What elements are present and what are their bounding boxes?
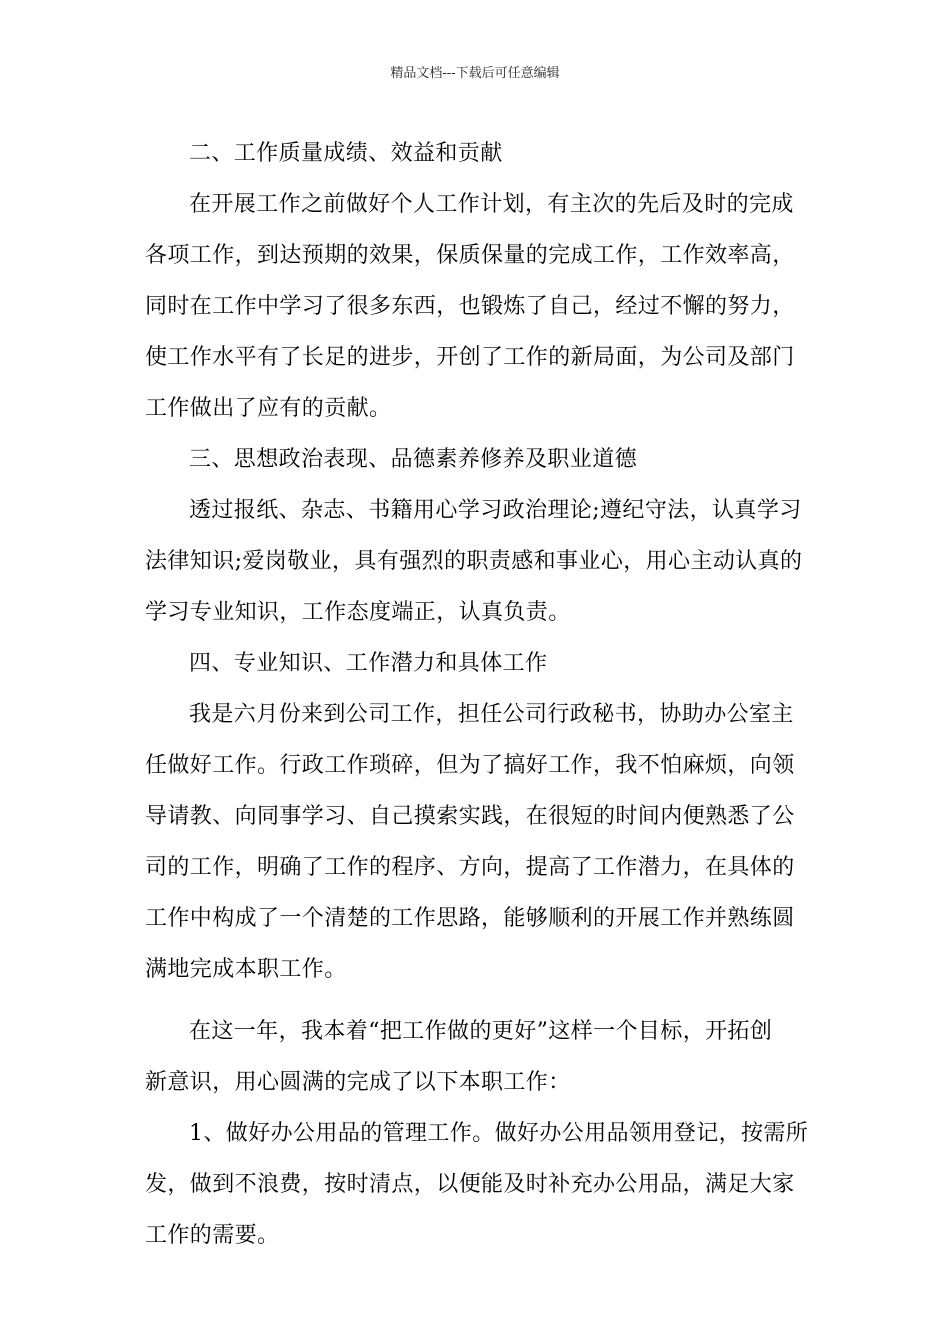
paragraph-line: 我是六月份来到公司工作，担任公司行政秘书，协助办公室主 bbox=[189, 702, 794, 727]
paragraph-line: 新意识，用心圆满的完成了以下本职工作： bbox=[145, 1070, 571, 1095]
paragraph-line: 学习专业知识，工作态度端正，认真负责。 bbox=[145, 600, 571, 625]
paragraph-line: 工作的需要。 bbox=[145, 1223, 280, 1248]
paragraph bbox=[145, 689, 809, 995]
section-heading-4 bbox=[145, 638, 809, 689]
paragraph bbox=[145, 485, 809, 638]
page-header: 精品文档---下载后可任意编辑 bbox=[390, 66, 560, 81]
section-heading-2 bbox=[145, 128, 809, 179]
paragraph bbox=[145, 179, 809, 434]
paragraph-line: 在这一年，我本着“把工作做的更好”这样一个目标，开拓创 bbox=[189, 1019, 773, 1044]
paragraph-line: 法律知识;爱岗敬业，具有强烈的职责感和事业心，用心主动认真的 bbox=[145, 549, 803, 574]
section-heading-3 bbox=[145, 434, 809, 485]
paragraph-line: 导请教、向同事学习、自己摸索实践，在很短的时间内便熟悉了公 bbox=[145, 804, 795, 829]
document-body bbox=[145, 128, 809, 1261]
paragraph-spacer bbox=[145, 995, 809, 1006]
paragraph-line: 使工作水平有了长足的进步，开创了工作的新局面，为公司及部门 bbox=[145, 345, 795, 370]
paragraph-line: 1、做好办公用品的管理工作。做好办公用品领用登记，按需所 bbox=[189, 1121, 809, 1146]
paragraph-line: 同时在工作中学习了很多东西，也锻炼了自己，经过不懈的努力， bbox=[145, 294, 795, 319]
paragraph-line: 满地完成本职工作。 bbox=[145, 957, 347, 982]
section-heading: 二、工作质量成绩、效益和贡献 bbox=[189, 141, 503, 166]
paragraph-line: 工作做出了应有的贡献。 bbox=[145, 396, 392, 421]
paragraph-line: 工作中构成了一个清楚的工作思路，能够顺利的开展工作并熟练圆 bbox=[145, 906, 795, 931]
paragraph-line: 任做好工作。行政工作琐碎，但为了搞好工作，我不怕麻烦，向领 bbox=[145, 753, 795, 778]
paragraph-line: 发，做到不浪费，按时清点，以便能及时补充办公用品，满足大家 bbox=[145, 1172, 795, 1197]
paragraph-line: 司的工作，明确了工作的程序、方向，提高了工作潜力，在具体的 bbox=[145, 855, 795, 880]
paragraph-line: 在开展工作之前做好个人工作计划，有主次的先后及时的完成 bbox=[189, 192, 794, 217]
paragraph-line: 透过报纸、杂志、书籍用心学习政治理论;遵纪守法，认真学习 bbox=[189, 498, 802, 523]
paragraph-line: 各项工作，到达预期的效果，保质保量的完成工作，工作效率高， bbox=[145, 243, 795, 268]
section-heading: 三、思想政治表现、品德素养修养及职业道德 bbox=[189, 447, 638, 472]
paragraph bbox=[145, 1006, 809, 1108]
paragraph bbox=[145, 1108, 809, 1261]
section-heading: 四、专业知识、工作潜力和具体工作 bbox=[189, 651, 548, 676]
